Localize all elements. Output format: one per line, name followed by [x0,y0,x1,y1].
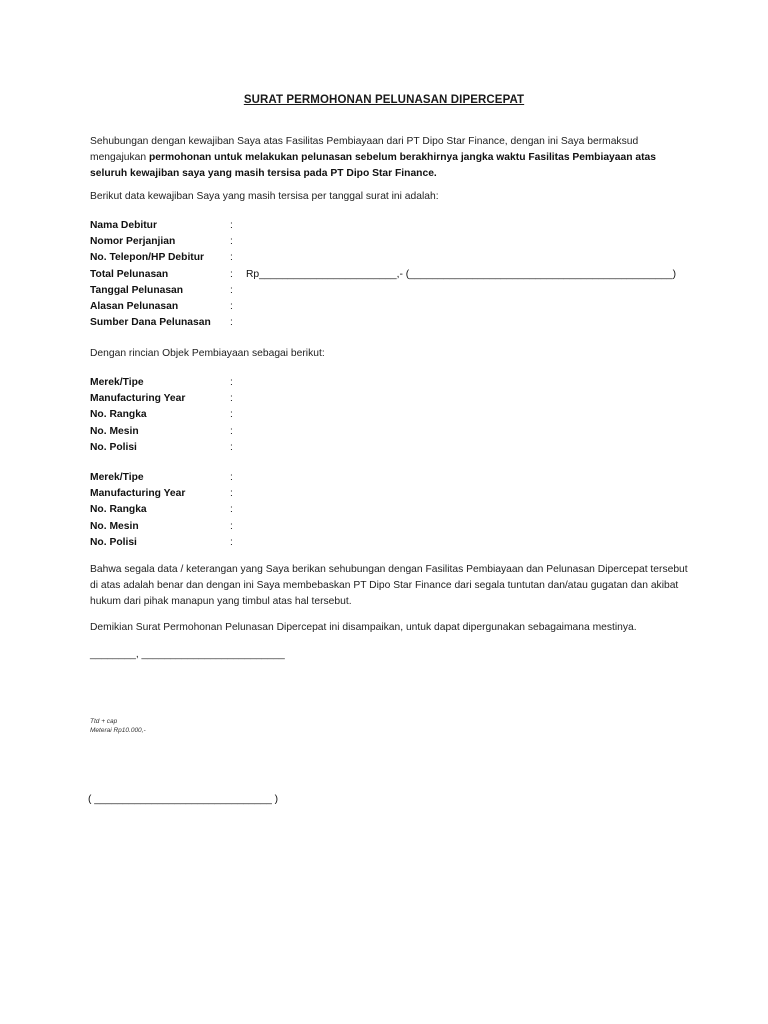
intro-bold-text: permohonan untuk melakukan pelunasan sebelum berakhirnya jangka waktu Fasilitas Pembiayaan atas seluruh kewajiban saya yang masih tersisa pada PT Dipo Star Finance. [90,152,656,179]
field-colon: : [230,409,233,421]
field-colon: : [230,252,233,264]
field-label: No. Rangka [90,409,147,421]
place-date-line: ________, _________________________ [90,649,285,660]
letter-title: SURAT PERMOHONAN PELUNASAN DIPERCEPAT [243,94,525,106]
field-row-total-pelunasan [90,266,710,282]
object-fields-2 [90,469,710,550]
field-colon: : [230,235,233,247]
field-colon: : [230,487,233,499]
intro-paragraph [90,134,690,182]
field-row-no-mesin [90,423,710,439]
data-intro-text: Berikut data kewajiban Saya yang masih tersisa per tanggal surat ini adalah: [90,191,439,202]
sign-note-ttd: Ttd + cap [90,718,118,725]
field-row-alasan-pelunasan [90,298,710,314]
field-label: Nomor Perjanjian [90,235,176,247]
field-row-sumber-dana [90,315,710,331]
field-row-no-mesin [90,518,710,534]
field-colon: : [230,376,233,388]
field-label: No. Rangka [90,504,147,516]
field-label: Total Pelunasan [90,268,169,280]
field-row-no-rangka [90,502,710,518]
field-colon: : [230,425,233,437]
field-colon: : [230,392,233,404]
intro-text: Sehubungan dengan kewajiban Saya atas Fasilitas Pembiayaan dari PT Dipo Star Finance, dengan ini Saya bermaksud mengajukan [90,136,639,163]
field-colon: : [230,284,233,296]
field-colon: : [230,471,233,483]
field-label: No. Polisi [90,536,137,548]
field-row-no-polisi [90,439,710,455]
field-row-tanggal-pelunasan [90,282,710,298]
field-row-merek-tipe [90,469,710,485]
field-label: Merek/Tipe [90,471,144,483]
total-pelunasan-value: Rp________________________,- (______________________________________________) [246,268,677,280]
field-label: No. Telepon/HP Debitur [90,252,205,264]
field-colon: : [230,441,233,453]
field-row-no-polisi [90,534,710,550]
field-colon: : [230,504,233,516]
field-colon: : [230,317,233,329]
field-label: No. Mesin [90,425,139,437]
field-row-telepon [90,250,710,266]
object-fields-1 [90,374,710,455]
field-row-merek-tipe [90,374,710,390]
field-colon: : [230,520,233,532]
field-row-manufacturing-year [90,485,710,501]
field-label: Merek/Tipe [90,376,144,388]
field-label: No. Polisi [90,441,137,453]
field-row-manufacturing-year [90,390,710,406]
statement-paragraph: Bahwa segala data / keterangan yang Saya berikan sehubungan dengan Fasilitas Pembiayaan dan Pelunasan Dipercepat tersebut di atas adalah benar dan dengan ini Saya membebaskan PT Dipo Star Finance dari segala tuntutan dan/atau gugatan dan akibat hukum dari pihak manapun yang timbul atas hal tersebut. [90,564,688,607]
field-row-no-rangka [90,407,710,423]
field-label: Alasan Pelunasan [90,301,179,313]
field-label: Manufacturing Year [90,487,186,499]
field-label: Tanggal Pelunasan [90,284,184,296]
object-intro-text: Dengan rincian Objek Pembiayaan sebagai berikut: [90,348,325,359]
field-label: Sumber Dana Pelunasan [90,317,211,329]
field-label: Manufacturing Year [90,392,186,404]
field-label: Nama Debitur [90,219,157,231]
closing-paragraph: Demikian Surat Permohonan Pelunasan Dipercepat ini disampaikan, untuk dapat dipergunakan sebagaimana mestinya. [90,622,637,633]
sign-note-meterai: Meterai Rp10.000,- [90,727,146,734]
field-colon: : [230,268,233,280]
field-label: No. Mesin [90,520,139,532]
field-colon: : [230,219,233,231]
field-colon: : [230,301,233,313]
field-colon: : [230,536,233,548]
field-row-nama-debitur [90,217,710,233]
field-row-nomor-perjanjian [90,233,710,249]
debtor-fields [90,217,710,331]
signature-name-line: ( _______________________________ ) [88,794,279,805]
